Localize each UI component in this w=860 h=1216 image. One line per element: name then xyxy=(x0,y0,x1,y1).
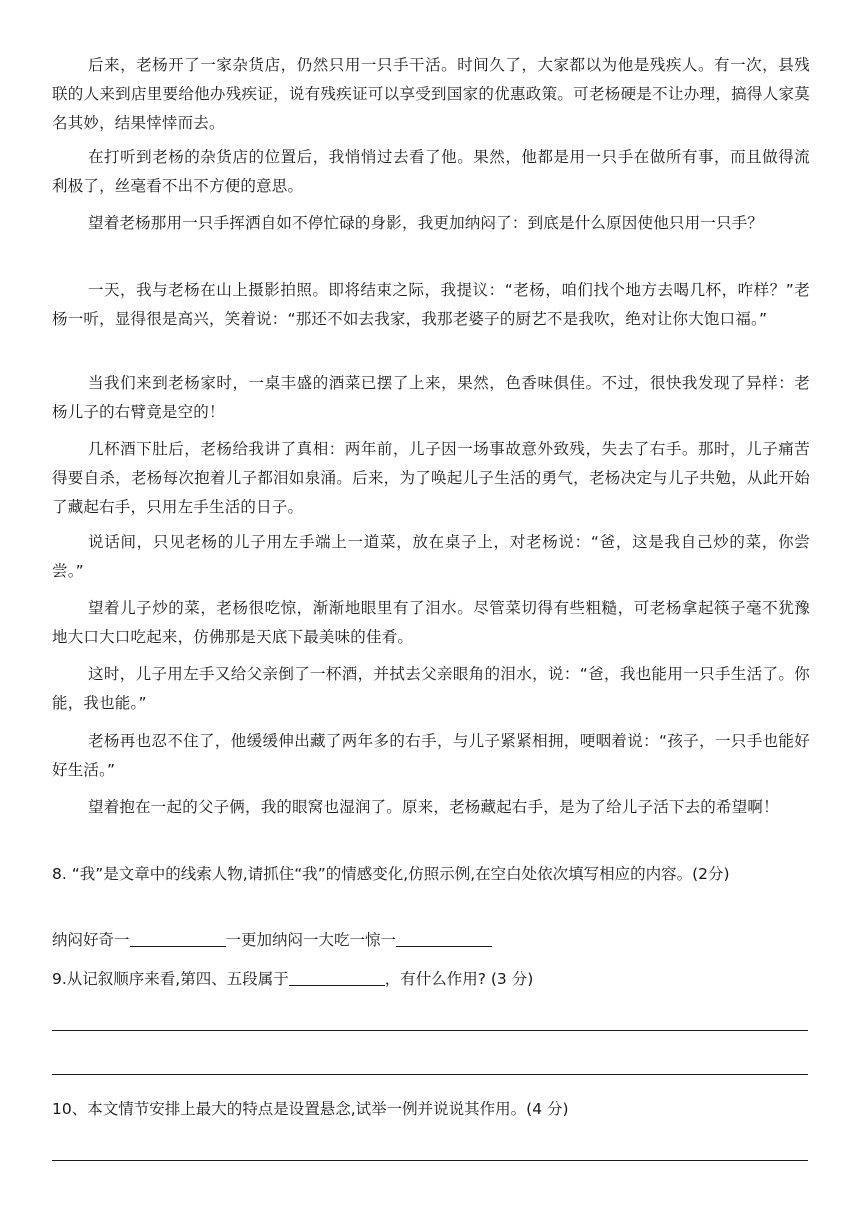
passage-paragraph-1: 后来，老杨开了一家杂货店，仍然只用一只手干活。时间久了，大家都以为他是残疾人。有一次，县残联的人来到店里要给他办残疾证，说有残疾证可以享受到国家的优惠政策。可老杨硬是不让办理，搞得人家莫名其妙，结果悻悻而去。 xyxy=(52,56,810,132)
q9-answer-blank[interactable] xyxy=(289,969,385,986)
passage-paragraph-4: 一天，我与老杨在山上摄影拍照。即将结束之际，我提议：“老杨，咱们找个地方去喝几杯，咋样？”老杨一听，显得很是高兴，笑着说：“那还不如去我家，我那老婆子的厨艺不是我吹，绝对让你大饱口福。” xyxy=(52,281,810,328)
passage-paragraph-8: 望着儿子炒的菜，老杨很吃惊，渐渐地眼里有了泪水。尽管菜切得有些粗糙，可老杨拿起筷子毫不犹豫地大口大口吃起来，仿佛那是天底下最美味的佳肴。 xyxy=(52,599,810,646)
passage-paragraph-10: 老杨再也忍不住了，他缓缓伸出藏了两年多的右手，与儿子紧紧相拥，哽咽着说：“孩子，一只手也能好好生活。” xyxy=(52,732,810,779)
q8-chain-start: 纳闷好奇一 xyxy=(52,931,130,949)
question-9 xyxy=(52,965,810,994)
passage-paragraph-5: 当我们来到老杨家时，一桌丰盛的酒菜已摆了上来，果然，色香味俱佳。不过，很快我发现了异样：老杨儿子的右臂竟是空的！ xyxy=(52,374,810,421)
q9-text-after: ，有什么作用? (3 分) xyxy=(384,970,534,988)
q10-answer-line-1[interactable] xyxy=(52,1160,808,1161)
q8-answer-blank-1[interactable] xyxy=(130,930,226,947)
question-8-emotion-chain xyxy=(52,926,810,955)
q8-answer-blank-2[interactable] xyxy=(396,930,492,947)
passage-paragraph-2: 在打听到老杨的杂货店的位置后，我悄悄过去看了他。果然，他都是用一只手在做所有事，而且做得流利极了，丝毫看不出不方便的意思。 xyxy=(52,148,810,195)
q9-answer-line-1[interactable] xyxy=(52,1030,808,1031)
question-10: 10、本文情节安排上最大的特点是设置悬念,试举一例并说说其作用。(4 分) xyxy=(52,1100,569,1118)
q9-text-before: 9.从记叙顺序来看,第四、五段属于 xyxy=(52,970,289,988)
passage-paragraph-7: 说话间，只见老杨的儿子用左手端上一道菜，放在桌子上，对老杨说：“爸，这是我自己炒的菜，你尝尝。” xyxy=(52,533,810,580)
q9-answer-line-2[interactable] xyxy=(52,1074,808,1075)
passage-paragraph-3: 望着老杨那用一只手挥洒自如不停忙碌的身影，我更加纳闷了：到底是什么原因使他只用一只手？ xyxy=(88,214,764,232)
q8-chain-middle: 一更加纳闷一大吃一惊一 xyxy=(225,931,397,949)
passage-paragraph-9: 这时，儿子用左手又给父亲倒了一杯酒，并拭去父亲眼角的泪水，说：“爸，我也能用一只手生活了。你能，我也能。” xyxy=(52,665,810,712)
passage-paragraph-11: 望着抱在一起的父子俩，我的眼窝也湿润了。原来，老杨藏起右手，是为了给儿子活下去的希望啊！ xyxy=(88,798,779,816)
passage-paragraph-6: 几杯酒下肚后，老杨给我讲了真相：两年前，儿子因一场事故意外致残，失去了右手。那时，儿子痛苦得要自杀，老杨每次抱着儿子都泪如泉涌。后来，为了唤起儿子生活的勇气，老杨决定与儿子共勉，从此开始了藏起右手，只用左手生活的日子。 xyxy=(52,440,810,516)
question-8: 8. “我”是文章中的线索人物,请抓住“我”的情感变化,仿照示例,在空白处依次填写相应的内容。(2分) xyxy=(52,865,730,883)
